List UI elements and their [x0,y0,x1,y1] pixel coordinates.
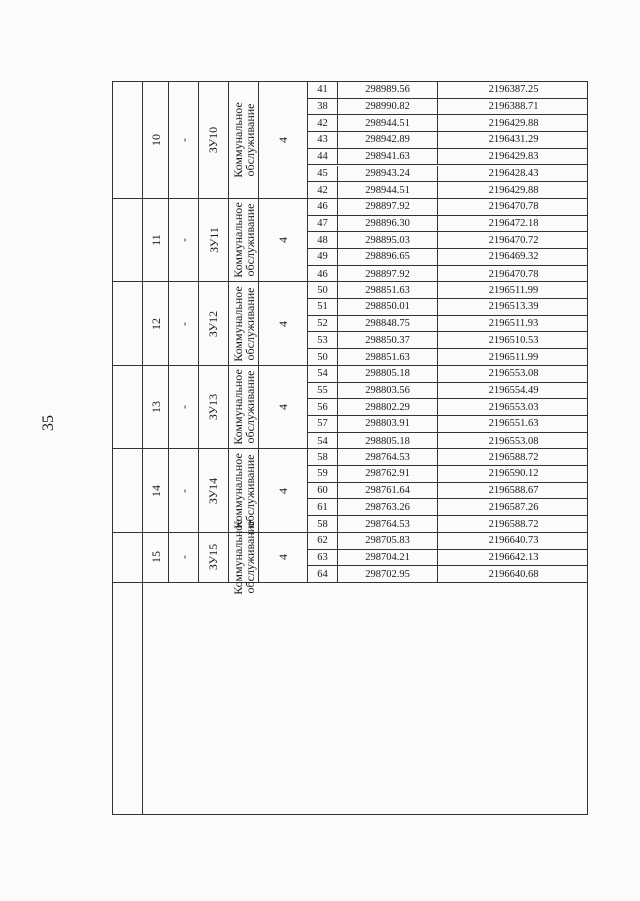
cell-dash-text: - [176,238,191,243]
point-n [308,533,338,549]
point-x [338,483,438,499]
cell-code [259,82,308,198]
header-cell [113,449,142,533]
point-x [338,249,438,265]
point-n [308,99,338,115]
point-n [308,566,338,583]
point-y-text: 2196642.13 [488,551,539,563]
cell-zu [199,366,229,449]
point-n [308,366,338,382]
cell-dash [169,366,199,449]
point-x-text: 298941.63 [365,151,410,163]
point-x-text: 298944.51 [365,185,410,197]
coordinates-table [112,81,588,815]
point-row [308,282,588,299]
cell-zu-text: ЗУ14 [206,477,221,504]
cell-num [143,449,169,532]
point-y [438,399,588,415]
cell-zu [199,282,229,365]
point-row [308,499,588,516]
point-n-text: 58 [317,451,328,463]
point-n-text: 38 [317,101,328,113]
point-y-text: 2196469.32 [488,251,539,263]
point-x-text: 298895.03 [365,234,410,246]
point-n-text: 41 [317,84,328,96]
point-x [338,349,438,366]
cell-use-text: Коммунальное обслуживание [230,369,257,445]
point-x-text: 298850.01 [365,301,410,313]
point-x-text: 298896.30 [365,217,410,229]
point-row [308,266,588,283]
cell-num [143,282,169,365]
point-x [338,149,438,165]
point-y-text: 2196387.25 [488,84,539,96]
point-row [308,132,588,149]
point-y-text: 2196470.72 [488,234,539,246]
point-y [438,316,588,332]
point-row [308,416,588,433]
point-row [308,383,588,400]
point-row [308,349,588,366]
point-x-text: 298851.63 [365,284,410,296]
cell-num-text: 15 [148,551,163,564]
point-y [438,566,588,583]
point-n-text: 59 [317,468,328,480]
cell-use [229,199,259,282]
point-x [338,99,438,115]
table-row-group [143,199,588,283]
point-x-text: 298702.95 [365,569,410,581]
cell-zu-text: ЗУ10 [206,126,221,154]
point-x-text: 298851.63 [365,352,410,364]
point-row [308,216,588,233]
point-n-text: 49 [317,251,328,263]
point-x [338,550,438,566]
point-x-text: 298803.91 [365,418,410,430]
cell-use [229,366,259,449]
point-row [308,533,588,550]
point-x-text: 298761.64 [365,485,410,497]
cell-code [259,533,308,582]
header-cell [113,82,142,199]
point-y [438,383,588,399]
cell-use-text: Коммунальное обслуживание [230,202,257,278]
point-row [308,82,588,99]
point-n [308,249,338,265]
point-y-text: 2196553.08 [488,435,539,447]
cell-dash-text: - [176,321,191,326]
point-row [308,316,588,333]
point-n-text: 54 [317,368,328,380]
cell-zu [199,199,229,282]
point-y [438,199,588,215]
cell-dash [169,282,199,365]
point-y [438,99,588,115]
point-n [308,149,338,165]
point-n [308,166,338,182]
point-y [438,366,588,382]
point-n [308,282,338,298]
point-row [308,449,588,466]
point-row [308,299,588,316]
table-row-group [143,82,588,199]
point-y [438,149,588,165]
point-n-text: 48 [317,234,328,246]
point-y-text: 2196510.53 [488,334,539,346]
point-y-text: 2196429.88 [488,117,539,129]
point-y-text: 2196640.68 [488,569,539,581]
point-x [338,533,438,549]
point-y-text: 2196511.93 [488,318,539,330]
point-n-text: 46 [317,201,328,213]
point-y-text: 2196511.99 [488,284,539,296]
point-n [308,232,338,248]
cell-use-text: Коммунальное обслуживание [230,519,257,596]
point-x-text: 298944.51 [365,117,410,129]
point-n-text: 61 [317,501,328,513]
point-y-text: 2196588.72 [488,519,539,531]
point-y [438,516,588,533]
point-n-text: 50 [317,284,328,296]
point-n-text: 57 [317,418,328,430]
point-y [438,483,588,499]
cell-num [143,82,169,198]
point-y-text: 2196588.72 [488,451,539,463]
point-y [438,499,588,515]
points-list [308,199,588,282]
point-y-text: 2196551.63 [488,418,539,430]
point-y-text: 2196587.26 [488,501,539,513]
point-x-text: 298848.75 [365,318,410,330]
point-n [308,332,338,348]
cell-zu-text: ЗУ12 [206,310,221,337]
point-n-text: 62 [317,535,328,547]
point-n-text: 60 [317,485,328,497]
cell-use [229,282,259,365]
point-y-text: 2196431.29 [488,134,539,146]
header-cell [113,282,142,366]
point-row [308,550,588,567]
cell-code-text: 4 [276,136,290,143]
points-list [308,282,588,365]
point-n [308,132,338,148]
point-y [438,449,588,465]
point-y [438,533,588,549]
cell-dash [169,82,199,198]
cell-dash [169,533,199,582]
point-n-text: 42 [317,185,328,197]
point-row [308,166,588,183]
point-y [438,249,588,265]
point-n [308,466,338,482]
point-n [308,82,338,98]
cell-zu [199,533,229,582]
points-list [308,366,588,449]
point-n [308,199,338,215]
point-row [308,249,588,266]
point-row [308,566,588,583]
cell-code-text: 4 [276,487,290,494]
cell-zu [199,449,229,532]
point-x-text: 298762.91 [365,468,410,480]
point-x [338,132,438,148]
point-y-text: 2196428.43 [488,167,539,179]
table-row-group [143,366,588,450]
header-column [113,82,143,814]
point-y [438,166,588,182]
point-y [438,550,588,566]
cell-code-text: 4 [276,237,290,244]
point-y [438,232,588,248]
point-n [308,316,338,332]
point-x-text: 298897.92 [365,201,410,213]
point-x [338,199,438,215]
point-n [308,266,338,283]
point-y-text: 2196553.08 [488,368,539,380]
point-n [308,499,338,515]
cell-zu-text: ЗУ11 [206,227,221,254]
point-n [308,182,338,199]
point-y-text: 2196590.12 [488,468,539,480]
point-y [438,466,588,482]
cell-dash-text: - [176,555,191,560]
point-x [338,166,438,182]
point-row [308,366,588,383]
point-n-text: 63 [317,551,328,563]
point-n-text: 45 [317,167,328,179]
point-x-text: 298763.26 [365,501,410,513]
point-y [438,266,588,283]
point-y-text: 2196429.83 [488,151,539,163]
point-x-text: 298850.37 [365,334,410,346]
point-n [308,299,338,315]
table-row-group [143,449,588,533]
point-x-text: 298704.21 [365,551,410,563]
cell-dash [169,449,199,532]
point-y [438,216,588,232]
point-x [338,466,438,482]
cell-use [229,519,259,596]
point-y-text: 2196511.99 [488,352,539,364]
point-n-text: 55 [317,384,328,396]
point-y [438,82,588,98]
point-y [438,282,588,298]
point-y [438,433,588,450]
point-n-text: 64 [317,569,328,581]
point-x [338,499,438,515]
point-x [338,366,438,382]
points-list [308,533,588,582]
point-x-text: 298803.56 [365,384,410,396]
point-n-text: 56 [317,401,328,413]
cell-zu [199,82,229,198]
point-x [338,266,438,283]
cell-dash-text: - [176,488,191,493]
cell-code [259,199,308,282]
point-x [338,182,438,199]
header-cell [113,533,142,583]
point-row [308,516,588,533]
point-n [308,216,338,232]
table-row-group [143,282,588,366]
header-cell [113,199,142,283]
point-y-text: 2196470.78 [488,201,539,213]
point-row [308,199,588,216]
cell-dash-text: - [176,137,191,142]
cell-code [259,366,308,449]
point-y-text: 2196472.18 [488,217,539,229]
point-y [438,332,588,348]
cell-num-text: 13 [148,401,163,414]
cell-num-text: 14 [148,484,163,497]
point-n [308,399,338,415]
point-n-text: 52 [317,318,328,330]
point-row [308,232,588,249]
point-y-text: 2196554.49 [488,384,539,396]
points-list [308,449,588,532]
point-n-text: 42 [317,117,328,129]
cell-num-text: 10 [148,133,163,146]
cell-dash-text: - [176,405,191,410]
cell-num-text: 12 [148,317,163,330]
cell-num [143,533,169,582]
point-row [308,182,588,199]
point-y-text: 2196640.73 [488,535,539,547]
point-x-text: 298764.53 [365,451,410,463]
point-x [338,416,438,432]
point-x-text: 298943.24 [365,167,410,179]
point-row [308,433,588,450]
points-list [308,82,588,198]
point-y [438,416,588,432]
point-y [438,115,588,131]
point-x [338,449,438,465]
point-y [438,299,588,315]
point-row [308,99,588,116]
point-x [338,316,438,332]
cell-code-text: 4 [276,404,290,411]
cell-code [259,449,308,532]
point-row [308,466,588,483]
point-x-text: 298805.18 [365,368,410,380]
point-x-text: 298942.89 [365,134,410,146]
point-n-text: 53 [317,334,328,346]
point-x-text: 298897.92 [365,268,410,280]
point-y-text: 2196429.88 [488,185,539,197]
point-n [308,433,338,450]
point-x [338,566,438,583]
point-x [338,383,438,399]
point-y-text: 2196553.03 [488,401,539,413]
point-y-text: 2196388.71 [488,101,539,113]
point-x [338,433,438,450]
point-y [438,182,588,199]
point-y-text: 2196513.39 [488,301,539,313]
cell-num-text: 11 [148,234,163,246]
point-n-text: 44 [317,151,328,163]
cell-dash [169,199,199,282]
cell-use-text: Коммунальное обслуживание [230,452,257,529]
point-n [308,550,338,566]
cell-use [229,82,259,198]
point-x-text: 298990.82 [365,101,410,113]
point-x [338,282,438,298]
point-x [338,399,438,415]
point-x [338,82,438,98]
point-n-text: 51 [317,301,328,313]
point-x [338,516,438,533]
cell-num [143,366,169,449]
point-row [308,483,588,500]
point-y [438,132,588,148]
point-x-text: 298989.56 [365,84,410,96]
point-x [338,115,438,131]
point-n-text: 43 [317,134,328,146]
cell-code [259,282,308,365]
point-x-text: 298802.29 [365,401,410,413]
point-row [308,115,588,132]
point-n [308,349,338,366]
cell-use-text: Коммунальное обслуживание [230,102,257,178]
cell-zu-text: ЗУ13 [206,394,221,421]
point-y-text: 2196470.78 [488,268,539,280]
cell-code-text: 4 [276,554,290,561]
point-n [308,449,338,465]
point-n [308,416,338,432]
point-row [308,332,588,349]
point-n [308,383,338,399]
point-x [338,332,438,348]
point-n-text: 50 [317,352,328,364]
point-x [338,216,438,232]
point-y-text: 2196588.67 [488,485,539,497]
point-y [438,349,588,366]
point-n [308,483,338,499]
point-n-text: 47 [317,217,328,229]
point-x-text: 298764.53 [365,519,410,531]
point-n-text: 54 [317,435,328,447]
point-row [308,149,588,166]
cell-zu-text: ЗУ15 [206,544,221,571]
cell-num [143,199,169,282]
point-n-text: 58 [317,519,328,531]
point-x [338,299,438,315]
point-n-text: 46 [317,268,328,280]
point-x-text: 298805.18 [365,435,410,447]
cell-code-text: 4 [276,320,290,327]
point-n [308,516,338,533]
header-cell [113,366,142,450]
point-row [308,399,588,416]
point-x [338,232,438,248]
point-x-text: 298896.65 [365,251,410,263]
point-x-text: 298705.83 [365,535,410,547]
point-n [308,115,338,131]
page-number: 35 [40,415,57,431]
cell-use-text: Коммунальное обслуживание [230,285,257,362]
